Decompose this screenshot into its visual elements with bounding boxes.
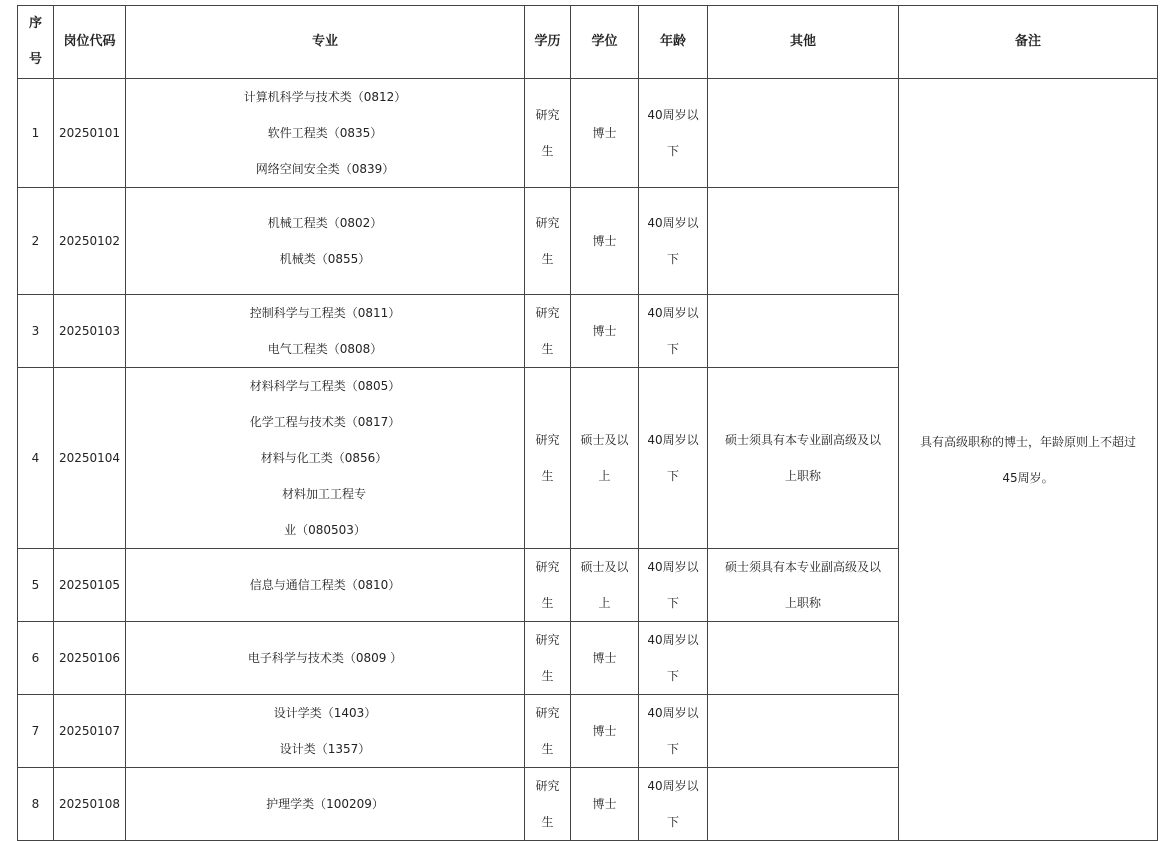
header-row <box>18 6 1158 79</box>
seq-cell: 1 <box>18 79 54 188</box>
edu-line: 生 <box>541 144 554 158</box>
age-line: 40周岁以 <box>647 706 699 720</box>
header-other: 其他 <box>708 6 899 79</box>
major-line: 业（080503） <box>284 523 366 537</box>
major-cell <box>126 79 525 188</box>
major-cell <box>126 188 525 295</box>
major-cell <box>126 295 525 368</box>
degree-cell <box>571 368 639 549</box>
seq-cell: 3 <box>18 295 54 368</box>
code-cell: 20250106 <box>54 622 126 695</box>
major-line: 机械工程类（0802） <box>267 216 383 230</box>
age-line: 40周岁以 <box>647 560 699 574</box>
header-remark: 备注 <box>899 6 1158 79</box>
age-line: 40周岁以 <box>647 306 699 320</box>
other-line: 硕士须具有本专业副高级及以 <box>724 560 881 574</box>
major-line-right: 材料加工工程专 <box>281 487 366 501</box>
code-cell: 20250104 <box>54 368 126 549</box>
edu-cell <box>525 295 571 368</box>
seq-cell: 7 <box>18 695 54 768</box>
other-line: 上职称 <box>784 469 821 483</box>
other-cell <box>708 188 899 295</box>
edu-line: 研究 <box>535 433 560 447</box>
degree-cell <box>571 549 639 622</box>
edu-cell <box>525 79 571 188</box>
major-cell <box>126 368 525 549</box>
major-line: 信息与通信工程类（0810） <box>249 578 401 592</box>
age-line: 40周岁以 <box>647 779 699 793</box>
degree-cell: 博士 <box>571 79 639 188</box>
degree-line: 上 <box>598 469 611 483</box>
age-line: 下 <box>666 252 679 266</box>
degree-line: 硕士及以 <box>580 560 629 574</box>
degree-line: 硕士及以 <box>580 433 629 447</box>
age-line: 40周岁以 <box>647 108 699 122</box>
age-cell <box>639 768 708 841</box>
header-code: 岗位代码 <box>54 6 126 79</box>
code-cell: 20250101 <box>54 79 126 188</box>
age-line: 40周岁以 <box>647 633 699 647</box>
major-line: 软件工程类（0835） <box>267 126 383 140</box>
edu-cell <box>525 695 571 768</box>
other-cell <box>708 295 899 368</box>
edu-line: 研究 <box>535 306 560 320</box>
edu-line: 生 <box>541 596 554 610</box>
other-cell <box>708 695 899 768</box>
edu-line: 研究 <box>535 633 560 647</box>
degree-cell: 博士 <box>571 695 639 768</box>
age-cell <box>639 368 708 549</box>
major-line: 化学工程与技术类（0817） <box>249 415 401 429</box>
remark-line: 45周岁。 <box>1002 470 1054 485</box>
major-line: 电子科学与技术类（0809 ） <box>247 651 403 665</box>
header-seq-line-2: 号 <box>28 52 42 67</box>
major-line-left: 材料与化工类（0856） <box>260 451 388 465</box>
age-line: 40周岁以 <box>647 216 699 230</box>
header-edu: 学历 <box>525 6 571 79</box>
age-cell <box>639 79 708 188</box>
age-line: 下 <box>666 815 679 829</box>
degree-cell: 博士 <box>571 768 639 841</box>
age-cell <box>639 295 708 368</box>
major-line: 计算机科学与技术类（0812） <box>243 90 407 104</box>
edu-line: 生 <box>541 469 554 483</box>
age-cell <box>639 549 708 622</box>
edu-cell <box>525 188 571 295</box>
edu-cell <box>525 622 571 695</box>
seq-cell: 5 <box>18 549 54 622</box>
code-cell: 20250107 <box>54 695 126 768</box>
code-cell: 20250108 <box>54 768 126 841</box>
edu-line: 生 <box>541 252 554 266</box>
edu-line: 生 <box>541 342 554 356</box>
major-line: 机械类（0855） <box>279 252 371 266</box>
major-cell <box>126 622 525 695</box>
remark-cell <box>899 79 1158 841</box>
header-seq-line-1: 序 <box>28 16 42 31</box>
header-major: 专业 <box>126 6 525 79</box>
age-line: 下 <box>666 596 679 610</box>
major-cell <box>126 768 525 841</box>
header-age: 年龄 <box>639 6 708 79</box>
major-line: 网络空间安全类（0839） <box>255 162 395 176</box>
edu-line: 研究 <box>535 706 560 720</box>
header-degree: 学位 <box>571 6 639 79</box>
degree-cell: 博士 <box>571 295 639 368</box>
edu-line: 研究 <box>535 779 560 793</box>
major-cell <box>126 695 525 768</box>
major-cell <box>126 549 525 622</box>
degree-cell: 博士 <box>571 622 639 695</box>
other-cell <box>708 368 899 549</box>
edu-line: 生 <box>541 742 554 756</box>
age-cell <box>639 622 708 695</box>
age-line: 下 <box>666 669 679 683</box>
other-line: 上职称 <box>784 596 821 610</box>
positions-table <box>17 5 1158 841</box>
edu-cell <box>525 368 571 549</box>
header-seq <box>18 6 54 79</box>
edu-line: 研究 <box>535 108 560 122</box>
other-cell <box>708 549 899 622</box>
edu-line: 生 <box>541 669 554 683</box>
degree-cell: 博士 <box>571 188 639 295</box>
edu-line: 研究 <box>535 560 560 574</box>
code-cell: 20250102 <box>54 188 126 295</box>
seq-cell: 4 <box>18 368 54 549</box>
major-line: 电气工程类（0808） <box>267 342 383 356</box>
other-cell <box>708 79 899 188</box>
other-line: 硕士须具有本专业副高级及以 <box>724 433 881 447</box>
table-row <box>18 79 1158 188</box>
age-cell <box>639 695 708 768</box>
age-line: 下 <box>666 469 679 483</box>
major-line: 控制科学与工程类（0811） <box>249 306 401 320</box>
age-cell <box>639 188 708 295</box>
seq-cell: 2 <box>18 188 54 295</box>
age-line: 下 <box>666 342 679 356</box>
seq-cell: 8 <box>18 768 54 841</box>
edu-line: 生 <box>541 815 554 829</box>
age-line: 40周岁以 <box>647 433 699 447</box>
code-cell: 20250103 <box>54 295 126 368</box>
major-line: 设计学类（1403） <box>273 706 377 720</box>
age-line: 下 <box>666 742 679 756</box>
code-cell: 20250105 <box>54 549 126 622</box>
edu-cell <box>525 549 571 622</box>
major-line: 材料科学与工程类（0805） <box>249 379 401 393</box>
remark-line: 具有高级职称的博士，年龄原则上不超过 <box>919 434 1136 449</box>
age-line: 下 <box>666 144 679 158</box>
major-line: 设计类（1357） <box>279 742 371 756</box>
edu-cell <box>525 768 571 841</box>
major-line-split <box>126 440 524 512</box>
major-line: 护理学类（100209） <box>266 797 384 811</box>
edu-line: 研究 <box>535 216 560 230</box>
degree-line: 上 <box>598 596 611 610</box>
seq-cell: 6 <box>18 622 54 695</box>
other-cell <box>708 622 899 695</box>
other-cell <box>708 768 899 841</box>
